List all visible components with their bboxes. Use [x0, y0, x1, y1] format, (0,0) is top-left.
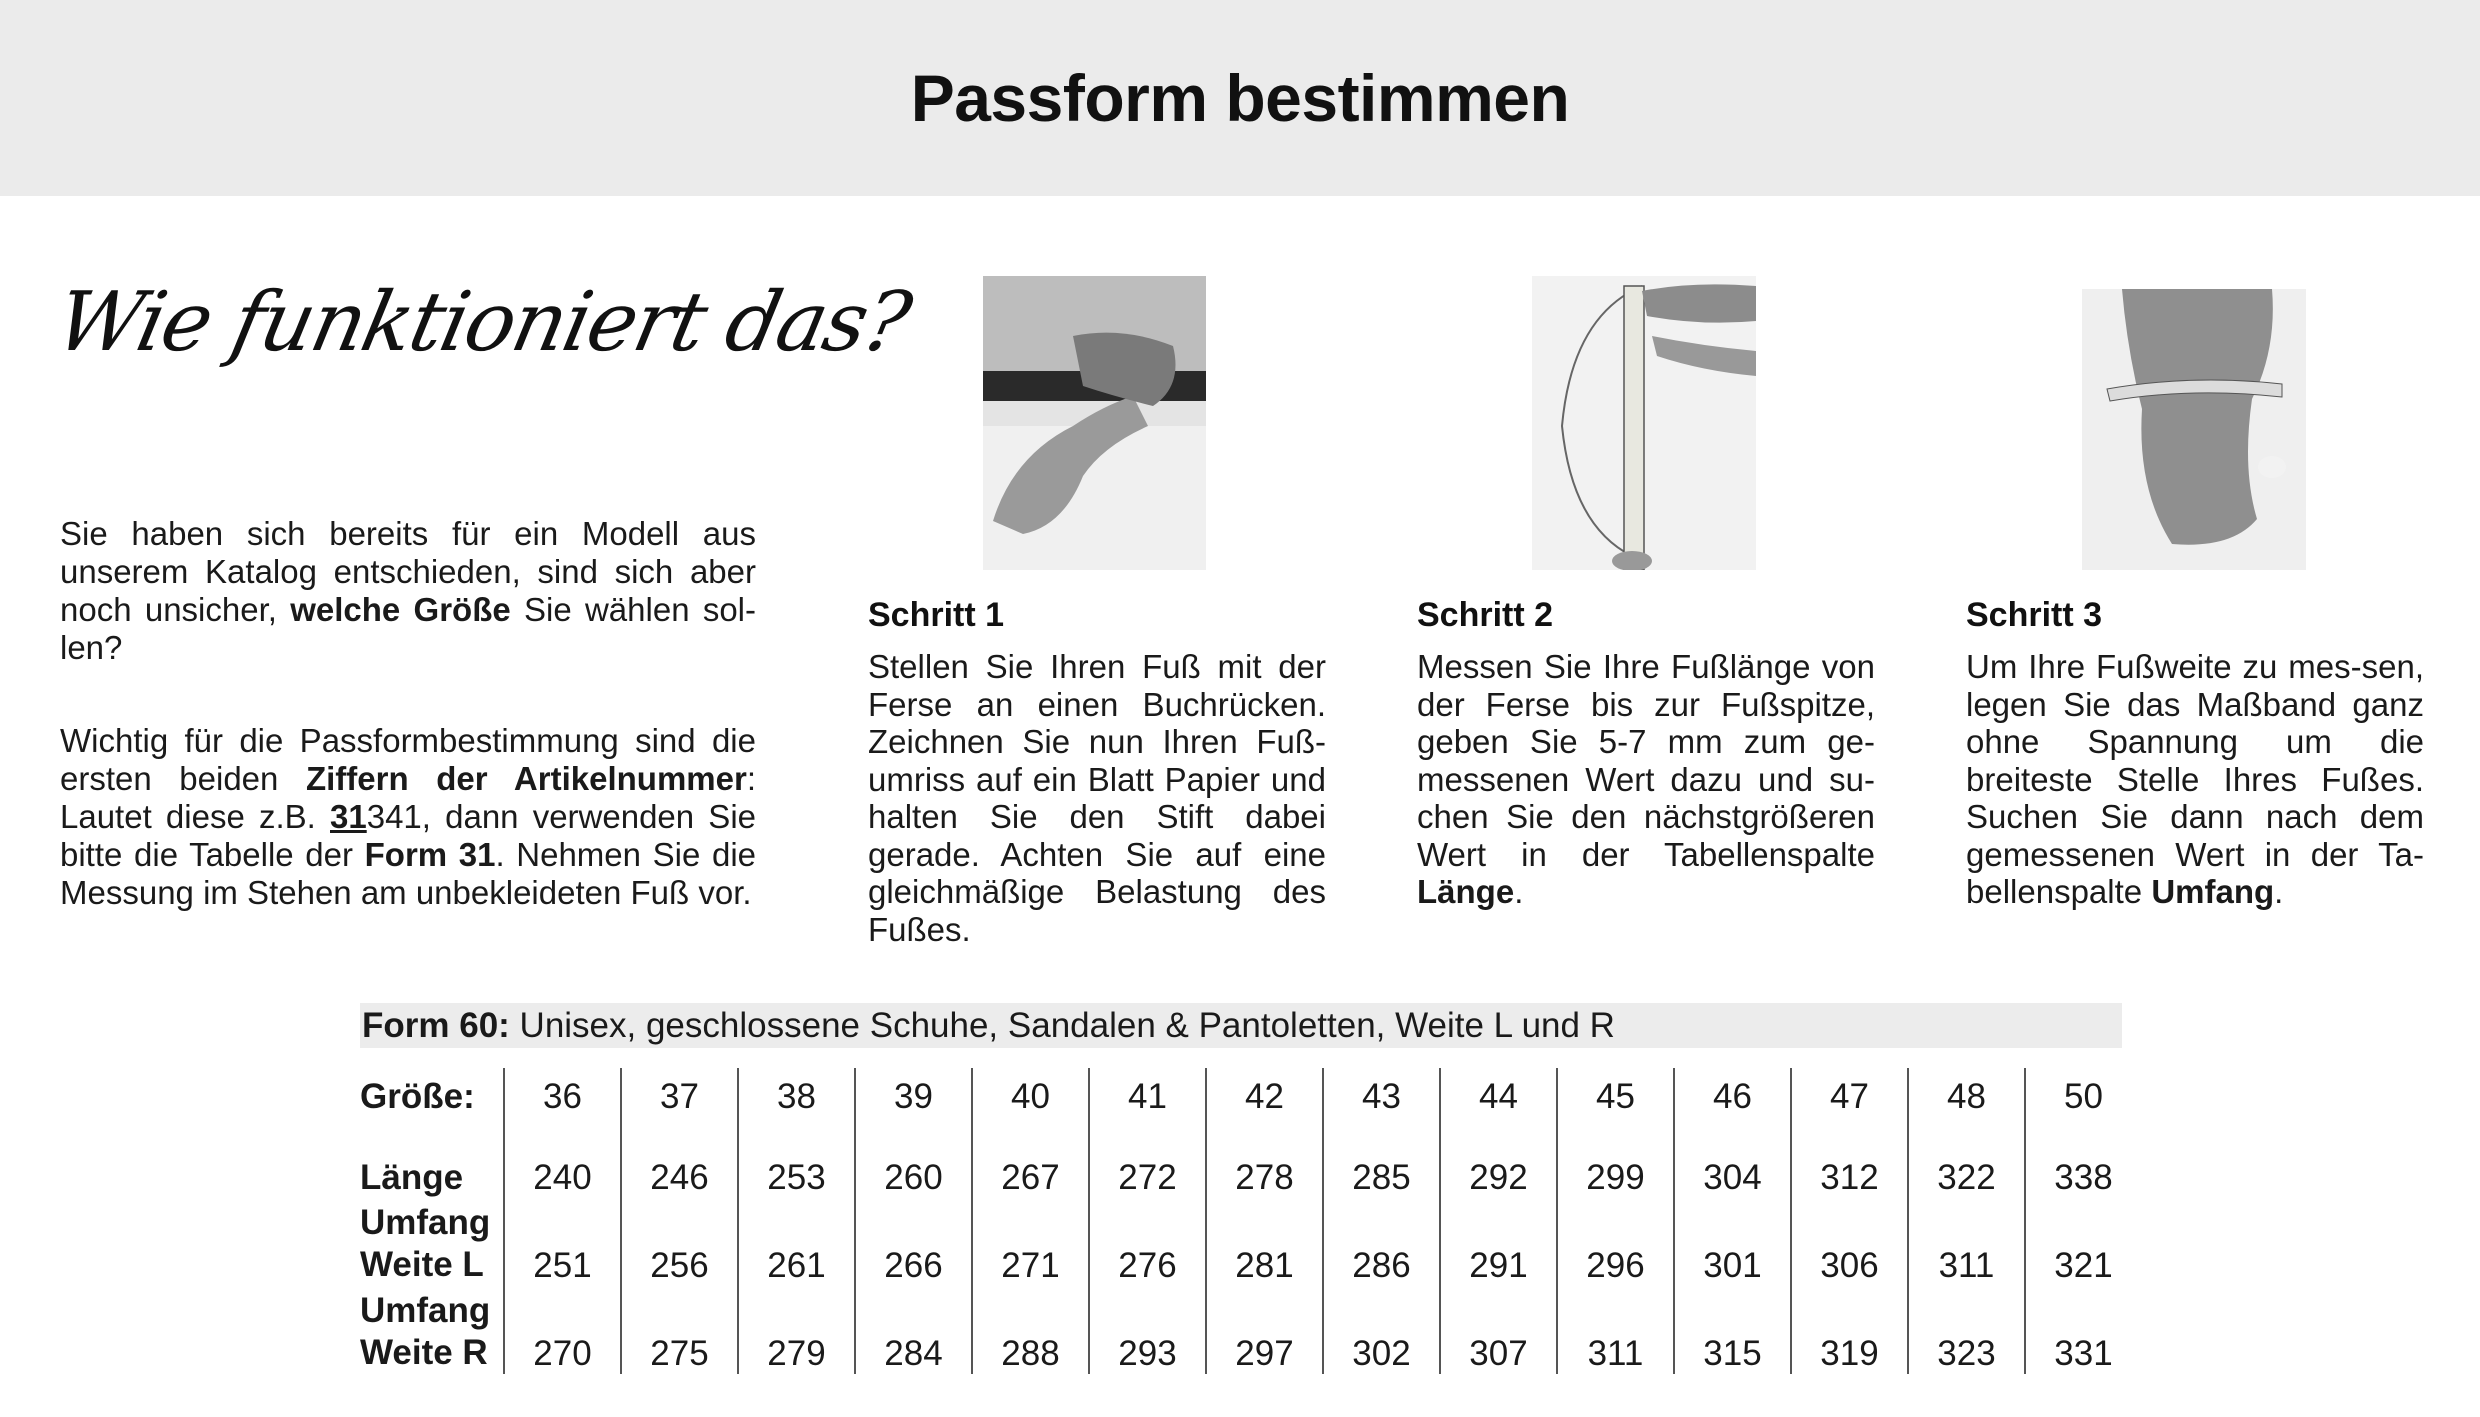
size-cell: 43 — [1323, 1068, 1440, 1126]
size-cell: 38 — [738, 1068, 855, 1126]
step-3-text-end: . — [2274, 873, 2284, 910]
step-3-text-body: Um Ihre Fußweite zu mes-sen, legen Sie das Maßband ganz ohne Spannung um die breiteste Stelle Ihres Fußes. Suchen Sie dann nach dem gemessenen Wert in der Ta-bellenspalte — [1966, 648, 2424, 910]
value-cell: 275 — [621, 1286, 738, 1374]
value-cell: 272 — [1089, 1126, 1206, 1198]
value-cell: 270 — [504, 1286, 621, 1374]
value-cell: 299 — [1557, 1126, 1674, 1198]
value-cell: 278 — [1206, 1126, 1323, 1198]
intro-emphasis: Ziffern der Artikelnummer — [305, 760, 747, 797]
row-label-weite-l — [360, 1198, 504, 1286]
step-2-title: Schritt 2 — [1417, 596, 1554, 634]
value-cell: 306 — [1791, 1198, 1908, 1286]
size-header-row — [360, 1068, 2141, 1126]
value-cell: 286 — [1323, 1198, 1440, 1286]
intro-emphasis: Form 31 — [364, 836, 496, 873]
step-2-emphasis: Länge — [1417, 873, 1515, 910]
form-description: Unisex, geschlossene Schuhe, Sandalen & Pantoletten, Weite L und R — [509, 1006, 1615, 1045]
value-cell: 304 — [1674, 1126, 1791, 1198]
table-row-weite-r — [360, 1286, 2141, 1374]
value-cell: 301 — [1674, 1198, 1791, 1286]
value-cell: 302 — [1323, 1286, 1440, 1374]
intro-text: Sie wählen sol-len? — [60, 591, 756, 666]
intro-text: : Lautet diese z.B. — [60, 760, 757, 835]
value-cell: 246 — [621, 1126, 738, 1198]
form-caption-bar — [360, 1003, 2122, 1048]
step-2-text — [1417, 648, 1875, 911]
value-cell: 322 — [1908, 1126, 2025, 1198]
value-cell: 297 — [1206, 1286, 1323, 1374]
value-cell: 261 — [738, 1198, 855, 1286]
step-3-title: Schritt 3 — [1966, 596, 2103, 634]
size-cell: 45 — [1557, 1068, 1674, 1126]
size-cell: 47 — [1791, 1068, 1908, 1126]
size-cell: 44 — [1440, 1068, 1557, 1126]
value-cell: 331 — [2025, 1286, 2141, 1374]
intro-text: Sie haben sich bereits für ein Modell aus unserem Katalog entschieden, sind sich aber noch unsicher, — [60, 515, 756, 628]
size-table — [360, 1068, 2141, 1374]
intro-text: 341, dann verwenden Sie bitte die Tabelle der — [60, 798, 756, 873]
value-cell: 281 — [1206, 1198, 1323, 1286]
value-cell: 284 — [855, 1286, 972, 1374]
step-2-text-end: . — [1514, 873, 1524, 910]
row-label-line-2: Weite R — [360, 1333, 488, 1372]
size-cell: 41 — [1089, 1068, 1206, 1126]
step-2-text-body: Messen Sie Ihre Fußlänge von der Ferse bis zur Fußspitze, geben Sie 5-7 mm zum ge-messenen Wert dazu und su-chen Sie den nächstgrößeren Wert in der Tabellenspalte — [1417, 648, 1875, 873]
row-label-weite-r — [360, 1286, 504, 1374]
value-cell: 240 — [504, 1126, 621, 1198]
value-cell: 267 — [972, 1126, 1089, 1198]
size-cell: 50 — [2025, 1068, 2141, 1126]
row-label-laenge: Länge — [360, 1158, 464, 1197]
value-cell: 271 — [972, 1198, 1089, 1286]
step-3-emphasis: Umfang — [2151, 873, 2275, 910]
intro-paragraph-2 — [60, 722, 756, 912]
step-1-photo — [983, 276, 1206, 570]
value-cell: 266 — [855, 1198, 972, 1286]
intro-text: . Nehmen Sie die Messung im Stehen am unbekleideten Fuß vor. — [60, 836, 757, 911]
value-cell: 253 — [738, 1126, 855, 1198]
form-label: Form 60: — [362, 1006, 510, 1045]
value-cell: 319 — [1791, 1286, 1908, 1374]
value-cell: 296 — [1557, 1198, 1674, 1286]
intro-emphasis: welche Größe — [290, 591, 511, 628]
script-heading: Wie funktioniert das? — [47, 275, 918, 370]
table-row-laenge — [360, 1126, 2141, 1198]
page-title: Passform bestimmen — [910, 61, 1570, 135]
step-1-title: Schritt 1 — [868, 596, 1005, 634]
step-3-text — [1966, 648, 2424, 911]
value-cell: 323 — [1908, 1286, 2025, 1374]
table-row-weite-l — [360, 1198, 2141, 1286]
row-label-line-2: Weite L — [360, 1245, 484, 1284]
value-cell: 307 — [1440, 1286, 1557, 1374]
intro-emphasis: 31 — [330, 798, 367, 835]
row-label-line-1: Umfang — [360, 1291, 491, 1330]
row-label-line-1: Umfang — [360, 1203, 491, 1242]
value-cell: 279 — [738, 1286, 855, 1374]
step-1-text: Stellen Sie Ihren Fuß mit der Ferse an einen Buchrücken. Zeichnen Sie nun Ihren Fuß-umriss auf ein Blatt Papier und halten Sie den Stift dabei gerade. Achten Sie auf eine gleichmäßige Belastung des Fußes. — [868, 648, 1326, 948]
value-cell: 311 — [1557, 1286, 1674, 1374]
value-cell: 312 — [1791, 1126, 1908, 1198]
size-cell: 48 — [1908, 1068, 2025, 1126]
size-cell: 42 — [1206, 1068, 1323, 1126]
value-cell: 292 — [1440, 1126, 1557, 1198]
intro-text: Wichtig für die Passformbestimmung sind die ersten beiden — [60, 722, 756, 797]
value-cell: 251 — [504, 1198, 621, 1286]
value-cell: 260 — [855, 1126, 972, 1198]
page-header — [0, 0, 2480, 196]
size-cell: 40 — [972, 1068, 1089, 1126]
value-cell: 291 — [1440, 1198, 1557, 1286]
size-cell: 37 — [621, 1068, 738, 1126]
value-cell: 321 — [2025, 1198, 2141, 1286]
step-2-photo — [1532, 276, 1756, 570]
value-cell: 276 — [1089, 1198, 1206, 1286]
size-cell: 46 — [1674, 1068, 1791, 1126]
size-header-label: Größe: — [360, 1077, 475, 1116]
value-cell: 315 — [1674, 1286, 1791, 1374]
step-3-photo — [2082, 289, 2306, 570]
value-cell: 293 — [1089, 1286, 1206, 1374]
value-cell: 338 — [2025, 1126, 2141, 1198]
size-cell: 36 — [504, 1068, 621, 1126]
intro-paragraph-1 — [60, 515, 756, 667]
size-cell: 39 — [855, 1068, 972, 1126]
value-cell: 311 — [1908, 1198, 2025, 1286]
value-cell: 288 — [972, 1286, 1089, 1374]
value-cell: 285 — [1323, 1126, 1440, 1198]
value-cell: 256 — [621, 1198, 738, 1286]
